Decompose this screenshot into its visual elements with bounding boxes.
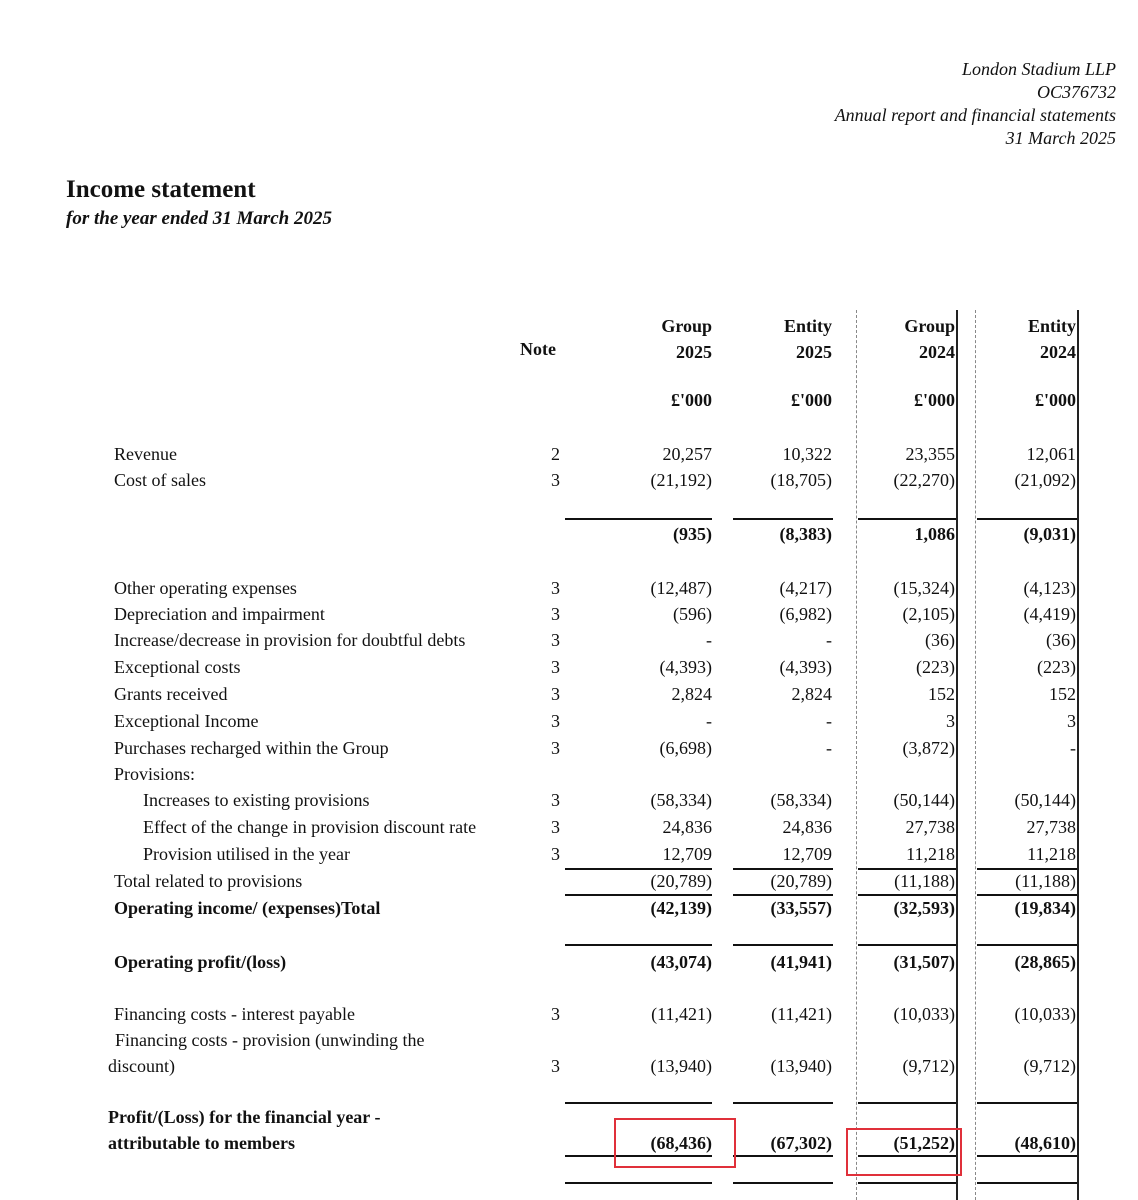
row-label: Provision utilised in the year bbox=[143, 844, 350, 864]
row-value: 152 bbox=[1049, 684, 1076, 704]
row-value: (20,789) bbox=[770, 871, 832, 891]
row-value: (22,270) bbox=[893, 470, 955, 490]
row-value: (11,188) bbox=[894, 871, 955, 891]
row-value: 27,738 bbox=[905, 817, 955, 837]
row-label: Effect of the change in provision discount rate bbox=[143, 817, 477, 837]
rule bbox=[733, 518, 833, 520]
report-header bbox=[835, 58, 1116, 150]
row-value: - bbox=[1070, 738, 1076, 758]
row-value: 12,061 bbox=[1026, 444, 1076, 464]
row-value: (935) bbox=[673, 524, 712, 544]
rule bbox=[733, 894, 833, 896]
row-label: Depreciation and impairment bbox=[114, 604, 325, 624]
row-label: Total related to provisions bbox=[114, 871, 303, 891]
note-column-header: Note bbox=[520, 339, 556, 359]
row-value: 3 bbox=[946, 711, 955, 731]
col-header-entity-2025: Entity 2025 bbox=[783, 316, 832, 362]
row-value: (6,982) bbox=[779, 604, 832, 624]
row-note: 3 bbox=[551, 630, 560, 650]
row-value: (33,557) bbox=[770, 898, 832, 918]
report-date: 31 March 2025 bbox=[1005, 128, 1116, 148]
row-value: (48,610) bbox=[1014, 1133, 1076, 1153]
company-name: London Stadium LLP bbox=[961, 59, 1116, 79]
row-label: Revenue bbox=[114, 444, 177, 464]
row-value: (20,789) bbox=[650, 871, 712, 891]
row-value: 23,355 bbox=[905, 444, 955, 464]
row-note: 3 bbox=[551, 1004, 560, 1024]
row-value: (36) bbox=[1046, 630, 1076, 650]
row-value: 1,086 bbox=[914, 524, 955, 544]
page-title: Income statement bbox=[66, 176, 256, 203]
rule bbox=[733, 944, 833, 946]
highlight-box bbox=[846, 1128, 962, 1176]
row-value: (9,712) bbox=[1023, 1056, 1076, 1076]
rule bbox=[858, 1102, 956, 1104]
row-value: (36) bbox=[925, 630, 955, 650]
row-note: 3 bbox=[551, 817, 560, 837]
unit-label: £'000 bbox=[790, 390, 832, 410]
row-label: Exceptional Income bbox=[114, 711, 259, 731]
row-note: 3 bbox=[551, 578, 560, 598]
row-value: 11,218 bbox=[1027, 844, 1076, 864]
row-value: 152 bbox=[928, 684, 955, 704]
row-value: (6,698) bbox=[659, 738, 712, 758]
row-value: (3,872) bbox=[902, 738, 955, 758]
rule bbox=[565, 944, 712, 946]
row-value: (223) bbox=[1037, 657, 1076, 677]
row-note: 3 bbox=[551, 604, 560, 624]
row-value: (2,105) bbox=[902, 604, 955, 624]
report-name: Annual report and financial statements bbox=[834, 105, 1116, 125]
row-label: Profit/(Loss) for the financial year - bbox=[108, 1107, 381, 1127]
row-label: Exceptional costs bbox=[114, 657, 241, 677]
row-value: (67,302) bbox=[770, 1133, 832, 1153]
row-value: (12,487) bbox=[650, 578, 712, 598]
rule bbox=[977, 868, 1077, 870]
row-value: (58,334) bbox=[650, 790, 712, 810]
highlight-box bbox=[614, 1118, 736, 1168]
rule bbox=[977, 944, 1077, 946]
row-label: Provisions: bbox=[114, 764, 196, 784]
row-value: 20,257 bbox=[662, 444, 712, 464]
row-value: 12,709 bbox=[662, 844, 712, 864]
row-value: 24,836 bbox=[782, 817, 832, 837]
row-value: (41,941) bbox=[770, 952, 832, 972]
rule bbox=[977, 1102, 1077, 1104]
row-value: (43,074) bbox=[650, 952, 712, 972]
rule bbox=[977, 518, 1077, 520]
row-value: (68,436) bbox=[650, 1133, 712, 1153]
rule bbox=[977, 1182, 1077, 1184]
row-value: (13,940) bbox=[770, 1056, 832, 1076]
unit-label: £'000 bbox=[1034, 390, 1076, 410]
row-label-continued: attributable to members bbox=[108, 1133, 295, 1153]
row-value: (42,139) bbox=[650, 898, 712, 918]
col-header-group-2024: Group 2024 bbox=[904, 316, 955, 362]
row-value: (50,144) bbox=[1014, 790, 1076, 810]
row-value: 11,218 bbox=[906, 844, 955, 864]
row-note: 3 bbox=[551, 844, 560, 864]
rule bbox=[733, 868, 833, 870]
row-value: (9,712) bbox=[902, 1056, 955, 1076]
row-value: (4,217) bbox=[779, 578, 832, 598]
rule bbox=[565, 1182, 712, 1184]
rule bbox=[733, 1102, 833, 1104]
row-value: (28,865) bbox=[1014, 952, 1076, 972]
row-label: Grants received bbox=[114, 684, 228, 704]
row-note: 3 bbox=[551, 738, 560, 758]
row-value: (19,834) bbox=[1014, 898, 1076, 918]
row-note: 3 bbox=[551, 684, 560, 704]
row-value: 3 bbox=[1067, 711, 1076, 731]
row-label: Operating profit/(loss) bbox=[114, 952, 287, 972]
row-value: (223) bbox=[916, 657, 955, 677]
row-label: Increases to existing provisions bbox=[143, 790, 370, 810]
row-value: (18,705) bbox=[770, 470, 832, 490]
row-note: 2 bbox=[551, 444, 560, 464]
row-label: Financing costs - interest payable bbox=[114, 1004, 355, 1024]
col-header-group-2025: Group 2025 bbox=[661, 316, 712, 362]
unit-label: £'000 bbox=[913, 390, 955, 410]
rule bbox=[858, 944, 956, 946]
row-value: 2,824 bbox=[671, 684, 712, 704]
column-divider bbox=[1077, 310, 1079, 1200]
row-label: Operating income/ (expenses)Total bbox=[114, 898, 381, 918]
row-value: - bbox=[826, 738, 832, 758]
row-value: (11,421) bbox=[771, 1004, 832, 1024]
row-value: (10,033) bbox=[1014, 1004, 1076, 1024]
rule bbox=[565, 868, 712, 870]
row-value: (58,334) bbox=[770, 790, 832, 810]
row-value: (4,393) bbox=[659, 657, 712, 677]
row-value: (51,252) bbox=[893, 1133, 955, 1153]
row-note: 3 bbox=[551, 711, 560, 731]
row-value: (4,419) bbox=[1023, 604, 1076, 624]
row-value: (4,393) bbox=[779, 657, 832, 677]
row-label: Purchases recharged within the Group bbox=[114, 738, 389, 758]
rule bbox=[858, 894, 956, 896]
row-value: 24,836 bbox=[662, 817, 712, 837]
rule bbox=[733, 1155, 833, 1157]
rule bbox=[858, 518, 956, 520]
row-value: 12,709 bbox=[782, 844, 832, 864]
row-value: (15,324) bbox=[893, 578, 955, 598]
rule bbox=[565, 518, 712, 520]
row-label: Financing costs - provision (unwinding the bbox=[115, 1030, 425, 1050]
row-note: 3 bbox=[551, 470, 560, 490]
row-value: (21,192) bbox=[650, 470, 712, 490]
row-value: 2,824 bbox=[791, 684, 832, 704]
unit-label: £'000 bbox=[670, 390, 712, 410]
rule bbox=[565, 1102, 712, 1104]
row-value: (9,031) bbox=[1023, 524, 1076, 544]
row-value: (10,033) bbox=[893, 1004, 955, 1024]
row-value: 27,738 bbox=[1026, 817, 1076, 837]
row-label: Increase/decrease in provision for doubtful debts bbox=[114, 630, 466, 650]
row-value: - bbox=[706, 630, 712, 650]
row-value: (8,383) bbox=[779, 524, 832, 544]
rule bbox=[565, 894, 712, 896]
row-note: 3 bbox=[551, 657, 560, 677]
row-value: (31,507) bbox=[893, 952, 955, 972]
row-label: Other operating expenses bbox=[114, 578, 297, 598]
row-label: Cost of sales bbox=[114, 470, 206, 490]
row-value: - bbox=[826, 711, 832, 731]
rule bbox=[733, 1182, 833, 1184]
row-value: (11,421) bbox=[651, 1004, 712, 1024]
row-note: 3 bbox=[551, 790, 560, 810]
row-value: (21,092) bbox=[1014, 470, 1076, 490]
row-value: (4,123) bbox=[1023, 578, 1076, 598]
row-value: - bbox=[826, 630, 832, 650]
col-header-entity-2024: Entity 2024 bbox=[1027, 316, 1076, 362]
rule bbox=[977, 894, 1077, 896]
company-number: OC376732 bbox=[1036, 82, 1116, 102]
row-value: 10,322 bbox=[782, 444, 832, 464]
rule bbox=[858, 868, 956, 870]
row-value: (32,593) bbox=[893, 898, 955, 918]
row-note: 3 bbox=[551, 1056, 560, 1076]
row-value: - bbox=[706, 711, 712, 731]
page-subtitle: for the year ended 31 March 2025 bbox=[66, 208, 332, 229]
row-label-continued: discount) bbox=[108, 1056, 175, 1076]
row-value: (13,940) bbox=[650, 1056, 712, 1076]
row-value: (50,144) bbox=[893, 790, 955, 810]
row-value: (11,188) bbox=[1015, 871, 1076, 891]
rule bbox=[858, 1182, 956, 1184]
row-value: (596) bbox=[673, 604, 712, 624]
rule bbox=[977, 1155, 1077, 1157]
